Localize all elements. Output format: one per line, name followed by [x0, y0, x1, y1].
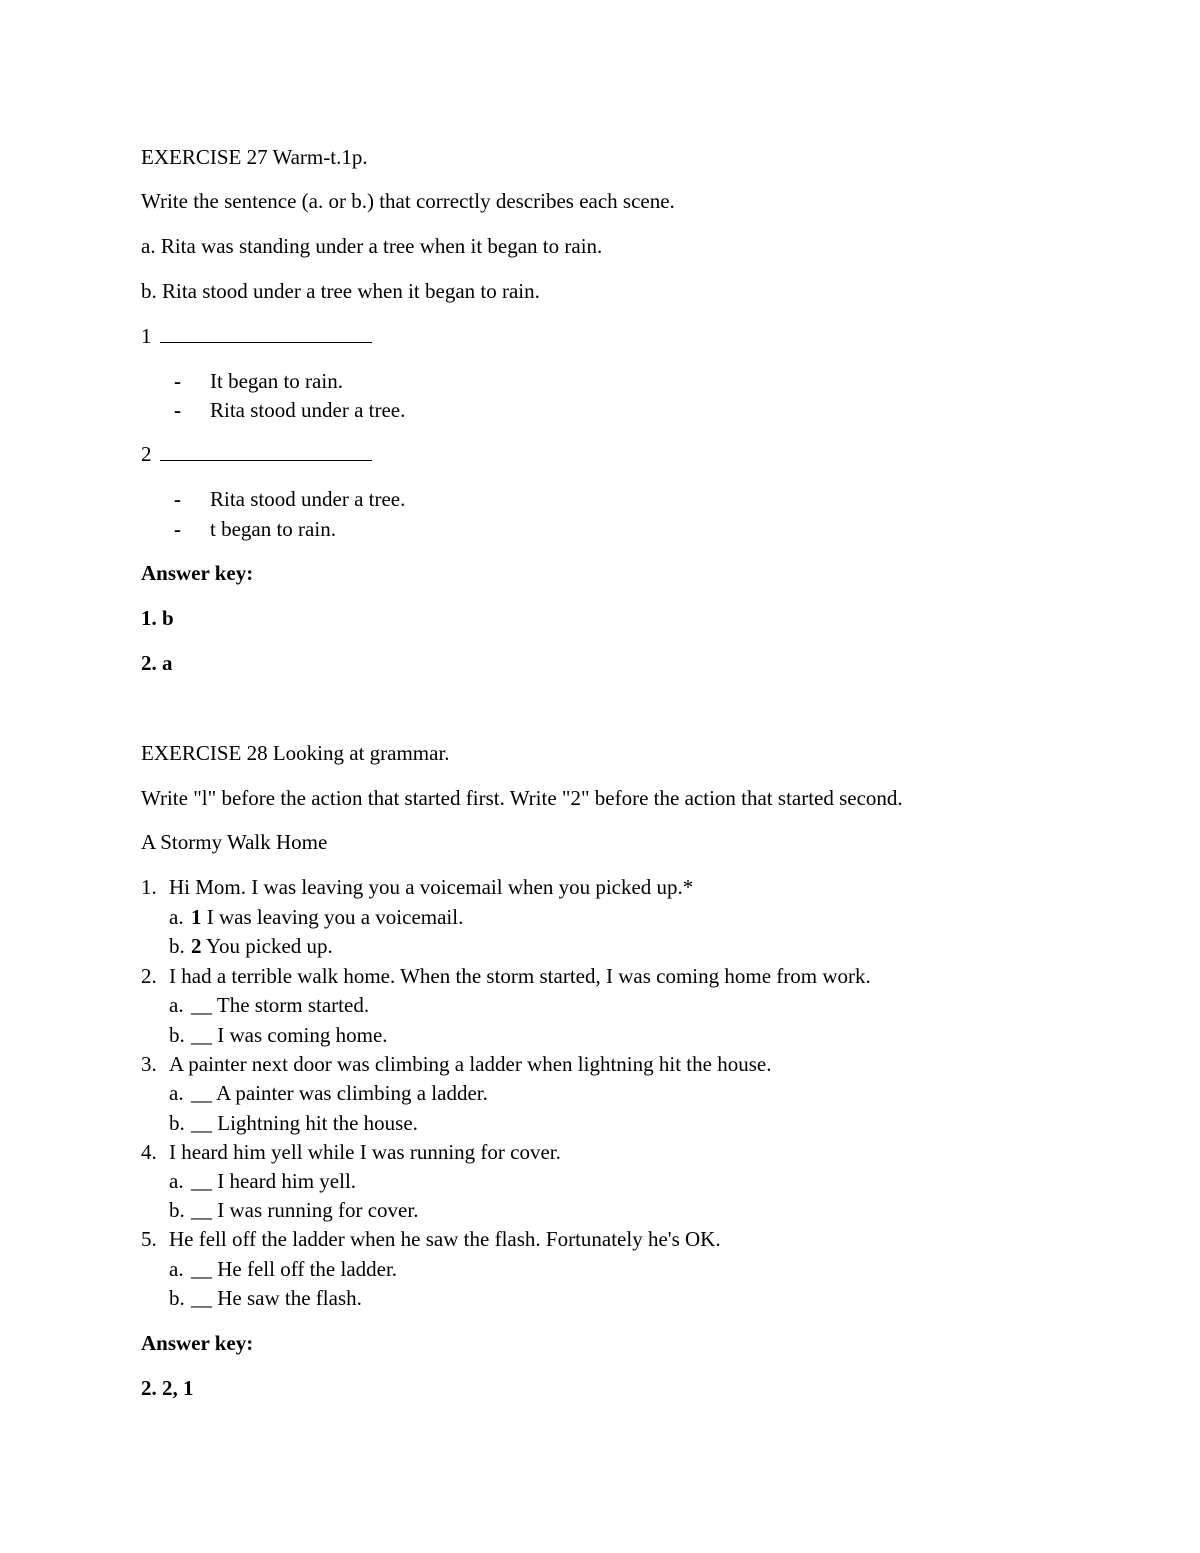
- item-1-a: [191, 905, 463, 929]
- item-5-b-label: b.: [169, 1286, 185, 1310]
- scene-2-blank[interactable]: [160, 442, 372, 461]
- scene-2-number: 2: [141, 442, 152, 466]
- exercise-27-instruction: Write the sentence (a. or b.) that correctly describes each scene.: [141, 189, 675, 213]
- item-3-a-text[interactable]: __ A painter was climbing a ladder.: [191, 1081, 488, 1105]
- scene-1-blank[interactable]: [160, 324, 372, 343]
- exercise-27-answer-2: 2. a: [141, 651, 173, 675]
- scene-2-bullet-2: t began to rain.: [210, 517, 336, 541]
- item-4-number: 4.: [141, 1140, 157, 1164]
- item-5-text: He fell off the ladder when he saw the flash. Fortunately he's OK.: [169, 1227, 721, 1251]
- item-2-b-text[interactable]: __ I was coming home.: [191, 1023, 388, 1047]
- item-1-a-label: a.: [169, 905, 184, 929]
- item-4-b-label: b.: [169, 1198, 185, 1222]
- exercise-28-title: EXERCISE 28 Looking at grammar.: [141, 741, 450, 765]
- exercise-27-answer-key-label: Answer key:: [141, 561, 254, 585]
- exercise-27-title: EXERCISE 27 Warm-t.1p.: [141, 145, 368, 169]
- item-2-b-label: b.: [169, 1023, 185, 1047]
- item-1-a-fill[interactable]: 1: [191, 905, 202, 929]
- item-1-b: [191, 934, 333, 958]
- scene-1-bullet-2: Rita stood under a tree.: [210, 398, 406, 422]
- item-5-b-text[interactable]: __ He saw the flash.: [191, 1286, 362, 1310]
- item-2-number: 2.: [141, 964, 157, 988]
- item-4-b-text[interactable]: __ I was running for cover.: [191, 1198, 419, 1222]
- item-5-a-label: a.: [169, 1257, 184, 1281]
- exercise-27-answer-1: 1. b: [141, 606, 174, 630]
- scene-1-number: 1: [141, 324, 152, 348]
- item-1-number: 1.: [141, 875, 157, 899]
- item-1-text: Hi Mom. I was leaving you a voicemail when you picked up.*: [169, 875, 694, 899]
- item-1-a-text: I was leaving you a voicemail.: [201, 905, 464, 929]
- item-2-a-label: a.: [169, 993, 184, 1017]
- scene-2-answer-line: [141, 442, 372, 466]
- story-title: A Stormy Walk Home: [141, 830, 328, 854]
- exercise-28-instruction: Write "l" before the action that started first. Write "2" before the action that started second.: [141, 786, 903, 810]
- item-5-a-text[interactable]: __ He fell off the ladder.: [191, 1257, 398, 1281]
- item-4-a-text[interactable]: __ I heard him yell.: [191, 1169, 357, 1193]
- scene-2-bullet-1-dash: -: [174, 487, 181, 511]
- scene-1-bullet-1: It began to rain.: [210, 369, 343, 393]
- item-4-a-label: a.: [169, 1169, 184, 1193]
- exercise-28-answer-key-label: Answer key:: [141, 1331, 254, 1355]
- scene-1-bullet-2-dash: -: [174, 398, 181, 422]
- item-3-text: A painter next door was climbing a ladder when lightning hit the house.: [169, 1052, 772, 1076]
- item-3-b-label: b.: [169, 1111, 185, 1135]
- scene-1-answer-line: [141, 324, 372, 348]
- item-3-a-label: a.: [169, 1081, 184, 1105]
- item-2-a-text[interactable]: __ The storm started.: [191, 993, 370, 1017]
- item-1-b-text: You picked up.: [201, 934, 333, 958]
- item-4-text: I heard him yell while I was running for cover.: [169, 1140, 561, 1164]
- exercise-27-option-b: b. Rita stood under a tree when it began to rain.: [141, 279, 540, 303]
- exercise-27-option-a: a. Rita was standing under a tree when it began to rain.: [141, 234, 603, 258]
- item-1-b-fill[interactable]: 2: [191, 934, 202, 958]
- item-2-text: I had a terrible walk home. When the storm started, I was coming home from work.: [169, 964, 871, 988]
- item-3-b-text[interactable]: __ Lightning hit the house.: [191, 1111, 418, 1135]
- scene-2-bullet-2-dash: -: [174, 517, 181, 541]
- item-3-number: 3.: [141, 1052, 157, 1076]
- item-5-number: 5.: [141, 1227, 157, 1251]
- scene-1-bullet-1-dash: -: [174, 369, 181, 393]
- scene-2-bullet-1: Rita stood under a tree.: [210, 487, 406, 511]
- item-1-b-label: b.: [169, 934, 185, 958]
- exercise-28-answer-1: 2. 2, 1: [141, 1376, 194, 1400]
